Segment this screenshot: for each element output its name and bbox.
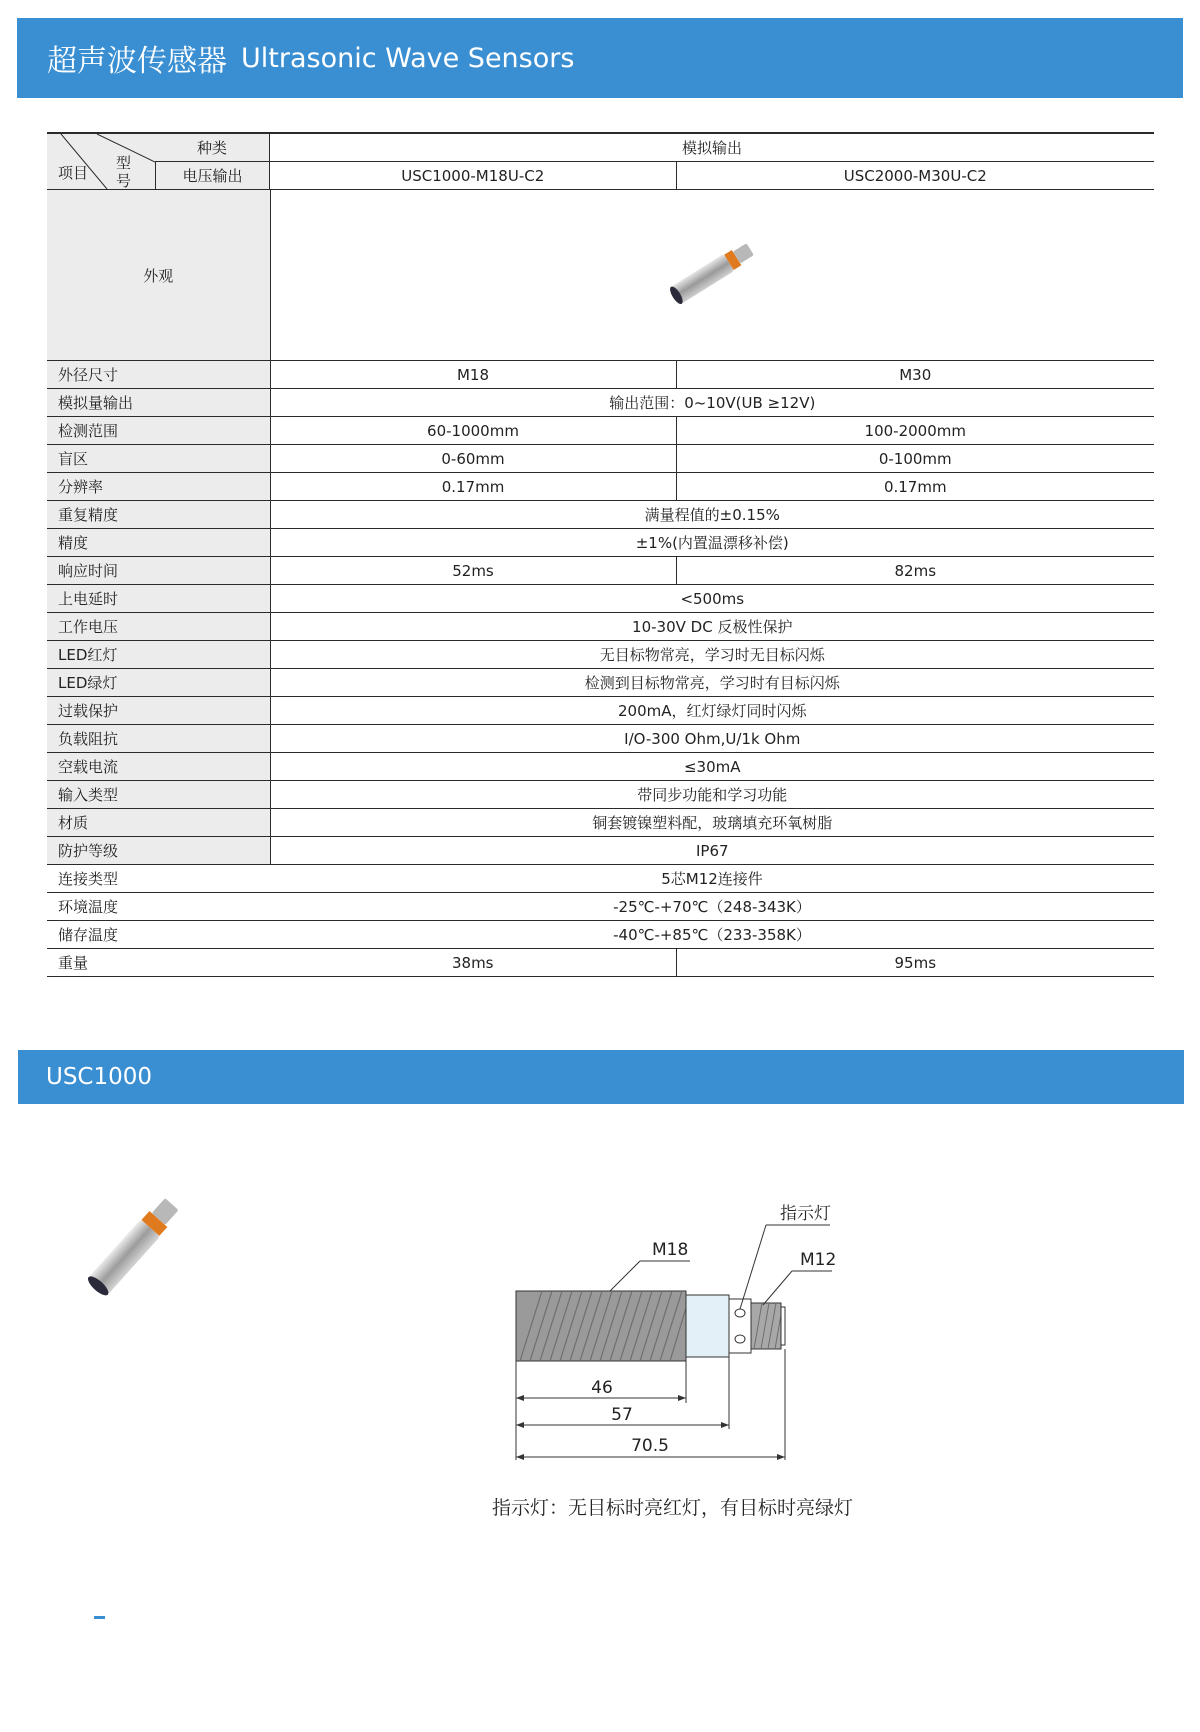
row-value: 输出范围：0~10V(UB ≥12V) xyxy=(270,389,1154,417)
row-value: -25℃-+70℃（248-343K） xyxy=(270,893,1154,921)
dim-57: 57 xyxy=(611,1405,633,1425)
title-en: Ultrasonic Wave Sensors xyxy=(241,42,575,74)
corner-type-char1: 型 xyxy=(116,154,132,172)
row-value: 满量程值的±0.15% xyxy=(270,501,1154,529)
model-2: USC2000-M30U-C2 xyxy=(676,162,1154,190)
row-value: ≤30mA xyxy=(270,753,1154,781)
row-value: 0-100mm xyxy=(676,445,1154,473)
section-title: USC1000 xyxy=(46,1064,153,1090)
row-label: LED红灯 xyxy=(47,641,270,669)
corner-item-label: 项目 xyxy=(58,164,89,182)
thread-label: M18 xyxy=(652,1240,689,1260)
row-label: 重复精度 xyxy=(47,501,270,529)
decorative-dash xyxy=(94,1616,105,1619)
row-label: 分辨率 xyxy=(47,473,270,501)
row-label: 工作电压 xyxy=(47,613,270,641)
row-value: 0.17mm xyxy=(270,473,676,501)
row-label: 储存温度 xyxy=(47,921,270,949)
row-label: 负载阻抗 xyxy=(47,725,270,753)
dimension-drawing xyxy=(470,1195,890,1465)
row-label: 模拟量输出 xyxy=(47,389,270,417)
section-banner-usc1000 xyxy=(18,1050,1184,1104)
row-value: 铜套镀镍塑料配，玻璃填充环氧树脂 xyxy=(270,809,1154,837)
row-label: LED绿灯 xyxy=(47,669,270,697)
page-header-banner xyxy=(17,18,1183,98)
row-value: 无目标物常亮，学习时无目标闪烁 xyxy=(270,641,1154,669)
row-label: 盲区 xyxy=(47,445,270,473)
row-label: 连接类型 xyxy=(47,865,270,893)
row-value: M18 xyxy=(270,361,676,389)
spec-table xyxy=(47,132,1154,977)
row-value: 检测到目标物常亮，学习时有目标闪烁 xyxy=(270,669,1154,697)
dimension-drawing-svg xyxy=(470,1195,890,1465)
row-value: 5芯M12连接件 xyxy=(270,865,1154,893)
corner-type-char2: 号 xyxy=(116,172,132,190)
row-label: 上电延时 xyxy=(47,585,270,613)
row-value: IP67 xyxy=(270,837,1154,865)
row-label: 精度 xyxy=(47,529,270,557)
table-corner xyxy=(47,133,270,190)
row-value: 200mA，红灯绿灯同时闪烁 xyxy=(270,697,1154,725)
kind-label: 种类 xyxy=(155,134,269,162)
sensor-product-image xyxy=(652,223,772,323)
row-label: 空载电流 xyxy=(47,753,270,781)
sensor-photo xyxy=(60,1180,210,1310)
row-value: I/O-300 Ohm,U/1k Ohm xyxy=(270,725,1154,753)
row-label: 外径尺寸 xyxy=(47,361,270,389)
row-value: 0-60mm xyxy=(270,445,676,473)
row-label: 环境温度 xyxy=(47,893,270,921)
usc1000-product-image xyxy=(60,1180,210,1314)
appearance-image xyxy=(270,190,1154,361)
row-value: <500ms xyxy=(270,585,1154,613)
row-label: 重量 xyxy=(47,949,270,977)
row-value: -40℃-+85℃（233-358K） xyxy=(270,921,1154,949)
row-value: M30 xyxy=(676,361,1154,389)
row-value: 带同步功能和学习功能 xyxy=(270,781,1154,809)
row-label: 响应时间 xyxy=(47,557,270,585)
row-value: 10-30V DC 反极性保护 xyxy=(270,613,1154,641)
row-label: 过载保护 xyxy=(47,697,270,725)
row-label: 材质 xyxy=(47,809,270,837)
row-label: 输入类型 xyxy=(47,781,270,809)
dim-70-5: 70.5 xyxy=(631,1436,669,1456)
appearance-label: 外观 xyxy=(47,190,270,361)
row-value: 100-2000mm xyxy=(676,417,1154,445)
model-1: USC1000-M18U-C2 xyxy=(270,162,676,190)
kind-value: 模拟输出 xyxy=(270,133,1154,162)
row-value: 0.17mm xyxy=(676,473,1154,501)
indicator-note: 指示灯：无目标时亮红灯，有目标时亮绿灯 xyxy=(492,1497,854,1519)
dim-46: 46 xyxy=(591,1378,613,1398)
row-value: 95ms xyxy=(676,949,1154,977)
title-zh: 超声波传感器 xyxy=(47,44,227,79)
indicator-label: 指示灯 xyxy=(780,1204,831,1224)
row-value: 52ms xyxy=(270,557,676,585)
voltage-label: 电压输出 xyxy=(155,162,269,189)
row-value: ±1%(内置温漂移补偿) xyxy=(270,529,1154,557)
row-label: 检测范围 xyxy=(47,417,270,445)
row-value: 82ms xyxy=(676,557,1154,585)
row-label: 防护等级 xyxy=(47,837,270,865)
row-value: 38ms xyxy=(270,949,676,977)
row-value: 60-1000mm xyxy=(270,417,676,445)
connector-label: M12 xyxy=(800,1250,837,1270)
